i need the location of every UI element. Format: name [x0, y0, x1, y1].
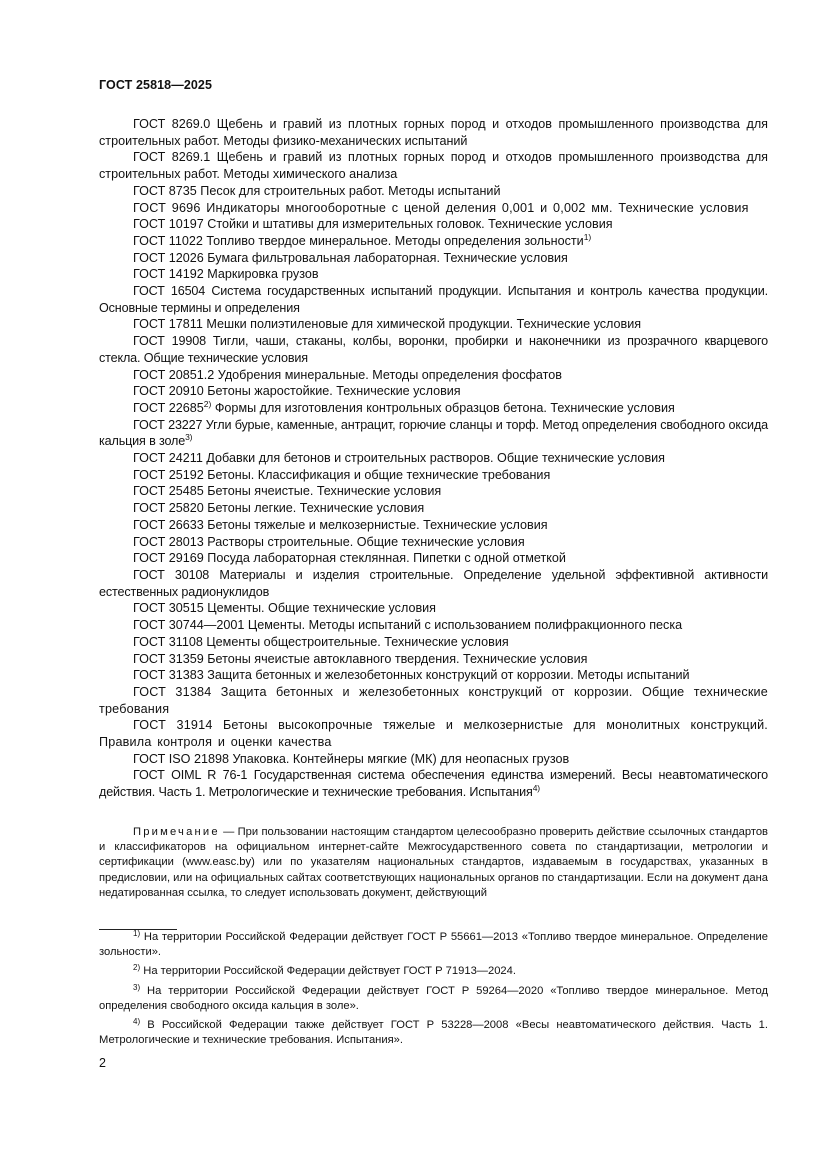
- reference-item: ГОСТ OIML R 76-1 Государственная система обеспечения единства измерений. Весы неавтоматического действия. Часть 1. Метрологические и технические требования. Испытания$^{4)}$: [99, 768, 768, 800]
- reference-item: ГОСТ 29169 Посуда лабораторная стеклянная. Пипетки с одной отметкой: [133, 551, 566, 566]
- reference-item: ГОСТ 24211 Добавки для бетонов и строительных растворов. Общие технические условия: [133, 451, 665, 466]
- reference-item: ГОСТ 17811 Мешки полиэтиленовые для химической продукции. Технические условия: [133, 317, 642, 332]
- reference-item: ГОСТ 31108 Цементы общестроительные. Технические условия: [133, 634, 509, 649]
- reference-item: ГОСТ 28013 Растворы строительные. Общие технические условия: [133, 534, 525, 549]
- footnote-mark: 3): [133, 982, 141, 992]
- footnote-mark: 4): [133, 1017, 141, 1027]
- footnote-mark: 2): [203, 398, 212, 409]
- footnotes: [99, 930, 768, 1052]
- note-paragraph: [99, 825, 768, 901]
- footnote-item: $^{2)}$ На территории Российской Федерации действует ГОСТ Р 71913—2024.: [133, 963, 516, 978]
- reference-item: ГОСТ 8269.0 Щебень и гравий из плотных горных пород и отходов промышленного производства для строительных работ. Методы физико-механических испытаний: [99, 117, 768, 148]
- reference-item: ГОСТ 30108 Материалы и изделия строительные. Определение удельной эффективной активности естественных радионуклидов: [99, 567, 768, 599]
- reference-item: ГОСТ 31384 Защита бетонных и железобетонных конструкций от коррозии. Общие технические требования: [99, 684, 768, 716]
- footnote-mark: 2): [133, 963, 141, 973]
- note-label: Примечание: [133, 826, 220, 838]
- reference-item: ГОСТ 20851.2 Удобрения минеральные. Методы определения фосфатов: [133, 367, 562, 382]
- reference-item: ГОСТ 10197 Стойки и штативы для измерительных головок. Технические условия: [133, 217, 613, 232]
- reference-item: ГОСТ 20910 Бетоны жаростойкие. Технические условия: [133, 384, 461, 399]
- footnote-item: $^{1)}$ На территории Российской Федерации действует ГОСТ Р 55661—2013 «Топливо твердое минеральное. Определение зольности».: [99, 929, 768, 959]
- reference-item: ГОСТ 25820 Бетоны легкие. Технические условия: [133, 501, 425, 516]
- page-number: 2: [99, 1056, 106, 1070]
- reference-item: ГОСТ 23227 Угли бурые, каменные, антрацит, горючие сланцы и торф. Метод определения свободного оксида кальция в золе$^{3)}$: [99, 417, 768, 449]
- reference-item: ГОСТ 9696 Индикаторы многооборотные с ценой деления 0,001 и 0,002 мм. Технические условия: [133, 200, 749, 215]
- reference-item: ГОСТ 30515 Цементы. Общие технические условия: [133, 601, 436, 616]
- reference-item: ГОСТ 31383 Защита бетонных и железобетонных конструкций от коррозии. Методы испытаний: [133, 668, 690, 683]
- reference-item: ГОСТ 31359 Бетоны ячеистые автоклавного твердения. Технические условия: [133, 651, 588, 666]
- footnote-item: $^{4)}$ В Российской Федерации также действует ГОСТ Р 53228—2008 «Весы неавтоматического действия. Часть 1. Метрологические и технические требования. Испытания».: [99, 1017, 768, 1047]
- reference-item: ГОСТ 30744—2001 Цементы. Методы испытаний с использованием полифракционного песка: [133, 618, 683, 633]
- reference-item: ГОСТ 8735 Песок для строительных работ. Методы испытаний: [133, 183, 501, 198]
- reference-item: ГОСТ 25192 Бетоны. Классификация и общие технические требования: [133, 467, 551, 482]
- footnote-mark: 1): [583, 231, 592, 242]
- footnote-mark: 1): [133, 929, 141, 938]
- reference-item: ГОСТ 22685$^{2)}$ Формы для изготовления контрольных образцов бетона. Технические условия: [133, 398, 675, 415]
- document-header: ГОСТ 25818—2025: [99, 78, 213, 92]
- reference-item: ГОСТ 8269.1 Щебень и гравий из плотных горных пород и отходов промышленного производства для строительных работ. Методы химического анализа: [99, 150, 768, 182]
- footnote-mark: 3): [185, 432, 193, 443]
- footnote-mark: 4): [532, 783, 540, 794]
- reference-item: ГОСТ 19908 Тигли, чаши, стаканы, колбы, воронки, пробирки и наконечники из прозрачного кварцевого стекла. Общие технические условия: [99, 334, 768, 365]
- reference-item: ГОСТ 16504 Система государственных испытаний продукции. Испытания и контроль качества продукции. Основные термины и определения: [99, 284, 768, 315]
- footnote-item: $^{3)}$ На территории Российской Федерации действует ГОСТ Р 59264—2020 «Топливо твердое минеральное. Метод определения свободного оксида кальция в золе».: [99, 982, 768, 1012]
- reference-item: ГОСТ 31914 Бетоны высокопрочные тяжелые и мелкозернистые для монолитных конструкций. Правила контроля и оценки качества: [99, 718, 768, 750]
- reference-item: ГОСТ 14192 Маркировка грузов: [133, 267, 319, 282]
- reference-item: ГОСТ ISO 21898 Упаковка. Контейнеры мягкие (МК) для неопасных грузов: [133, 751, 570, 766]
- reference-item: ГОСТ 25485 Бетоны ячеистые. Технические условия: [133, 484, 442, 499]
- normative-references-list: [99, 116, 768, 801]
- reference-item: ГОСТ 12026 Бумага фильтровальная лабораторная. Технические условия: [133, 250, 568, 265]
- note-text: — При пользовании настоящим стандартом целесообразно проверить действие ссылочных стандартов и классификаторов на официальном интернет-сайте Межгосударственного совета по стандартизации, метрологии и сертификации (www.easc.by) или по указателям национальных стандартов, издаваемым в государствах, указанных в предисловии, или на официальных сайтах соответствующих национальных органов по стандартизации. Если на документ дана недатированная ссылка, то следует использовать документ, действующий: [99, 826, 768, 899]
- reference-item: ГОСТ 26633 Бетоны тяжелые и мелкозернистые. Технические условия: [133, 517, 548, 532]
- reference-item: ГОСТ 11022 Топливо твердое минеральное. Методы определения зольности$^{1)}$: [133, 231, 592, 248]
